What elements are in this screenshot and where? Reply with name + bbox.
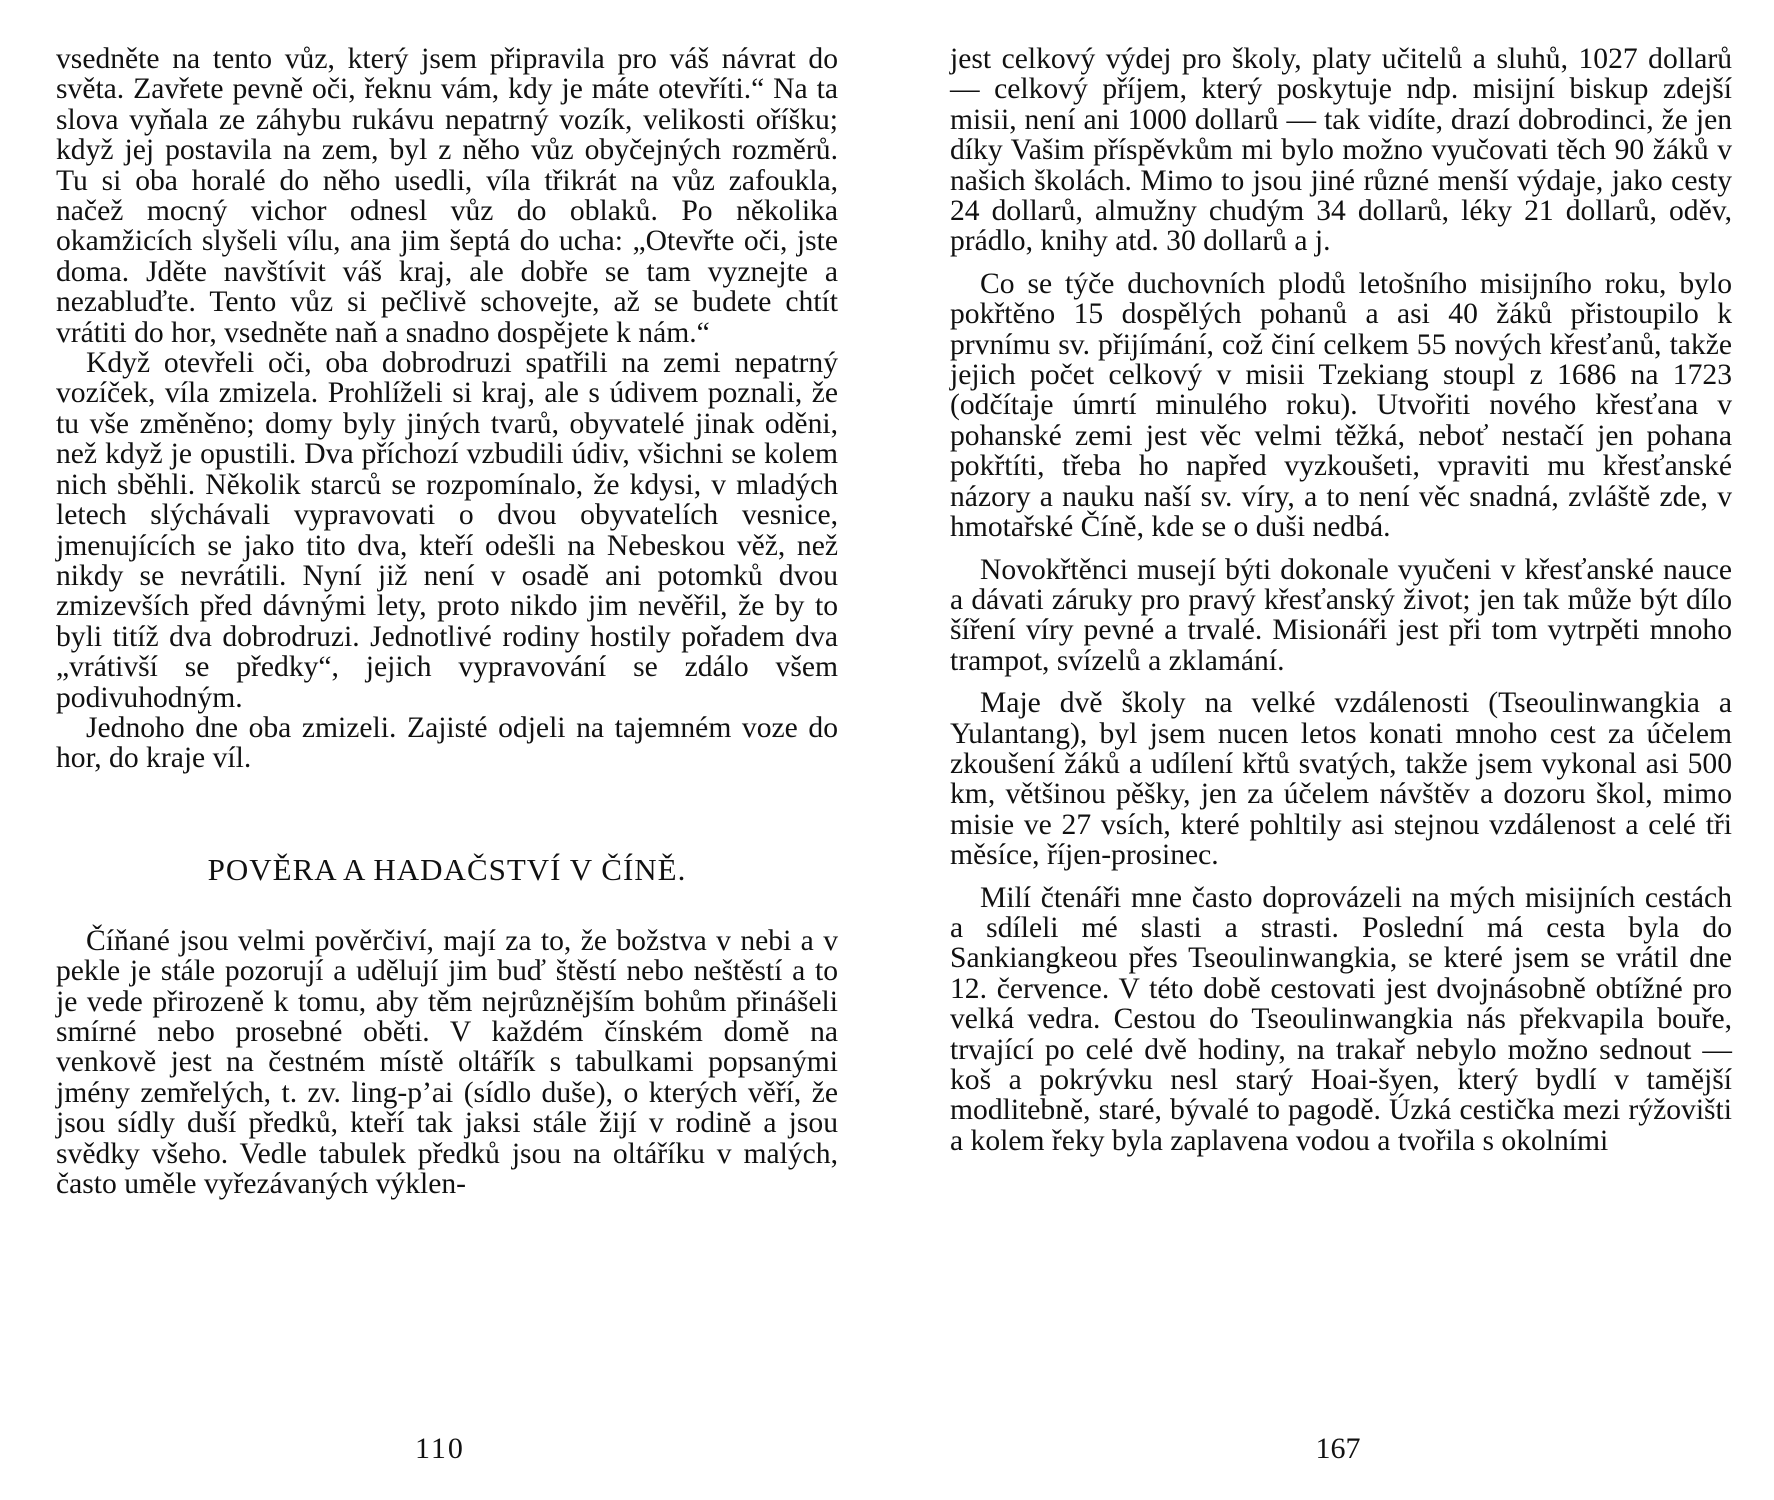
paragraph: vsedněte na tento vůz, který jsem připravila pro váš návrat do světa. Zavřete pevně oči, řeknu vám, kdy je máte otevříti.“ Na ta slova vyňala ze záhybu rukávu nepatrný vozík, velikosti oříšku; když jej postavila na zem, byl z něho vůz obyčejných rozměrů. Tu si oba horalé do něho usedli, víla třikrát na vůz zafoukla, načež mocný vichor odnesl vůz do oblaků. Po několika okamžicích slyšeli vílu, ana jim šeptá do ucha: „Otevřte oči, jste doma. Jděte navštívit váš kraj, ale dobře se tam vyznejte a nezabluďte. Tento vůz si pečlivě schovejte, až se budete chtít vrátiti do hor, vsedněte naň a snadno dospějete k nám.“ <box>56 43 838 349</box>
paragraph: Když otevřeli oči, oba dobrodruzi spatřili na zemi nepatrný vozíček, víla zmizela. Prohlíželi si kraj, ale s údivem poznali, že tu vše změněno; domy byly jiných tvarů, obyvatelé jinak oděni, než když je opustili. Dva příchozí vzbudili údiv, všichni se kolem nich sběhli. Několik starců se rozpomínalo, že kdysi, v mladých letech slýchávali vypravovati o dvou obyvatelích vesnice, jmenujících se jako tito dva, kteří odešli na Nebeskou věž, než nikdy se nevrátili. Nyní již není v osadě ani potomků dvou zmizevších před dávnými lety, proto nikdo jim nevěřil, že by to byli titíž dva dobrodruzi. Jednotlivé rodiny hostily pořadem dva „vrátivší se předky“, jejich vypravování se zdálo všem podivuhodným. <box>56 347 838 714</box>
page-number-left: 110 <box>415 1432 465 1465</box>
paragraph: Milí čtenáři mne často doprovázeli na mých misijních cestách a sdíleli mé slasti a strasti. Poslední má cesta byla do Sankiangkeou přes Tseoulinwangkia, se které jsem se vrátil dne 12. července. V této době cestovati jest dvojnásobně obtížné pro velká vedra. Cestou do Tseoulinwangkia nás překvapila bouře, trvající po celé dvě hodiny, na trakař nebylo možno sednout — koš a pokrývku nesl starý Hoai-šyen, který bydlí v tamější modlitebně, staré, bývalé to pagodě. Úzká cestička mezi rýžovišti a kolem řeky byla zaplavena vodou a tvořila s okolními <box>950 881 1732 1157</box>
right-page <box>950 44 1732 1156</box>
chapter-heading: POVĚRA A HADAČSTVÍ V ČÍNĚ. <box>207 851 687 887</box>
paragraph: Co se týče duchovních plodů letošního misijního roku, bylo pokřtěno 15 dospělých pohanů a asi 40 žáků přistoupilo k prvnímu sv. přijímání, což činí celkem 55 nových křesťanů, takže jejich počet celkový v misii Tzekiang stoupl z 1686 na 1723 (odčítaje úmrtí minulého roku). Utvořiti nového křesťana v pohanské zemi jest věc velmi těžká, neboť nestačí jen pohana pokřtíti, třeba ho napřed vyzkoušeti, vpraviti mu křesťanské názory a nauku naší sv. víry, a to není věc snadná, zvláště zde, v hmotařské Číně, kde se o duši nedbá. <box>950 267 1732 544</box>
paragraph: Jednoho dne oba zmizeli. Zajisté odjeli na tajemném voze do hor, do kraje víl. <box>56 711 838 775</box>
paragraph: Maje dvě školy na velké vzdálenosti (Tseoulinwangkia a Yulantang), byl jsem nucen letos konati mnoho cest za účelem zkoušení žáků a udílení křtů svatých, takže jsem vykonal asi 500 km, většinou pěšky, jen za účelem návštěv a dozoru škol, mimo misie ve 27 vsích, které pohltily asi stejnou vzdálenost a celé tři měsíce, říjen-prosinec. <box>950 687 1732 872</box>
paragraph: Novokřtěnci musejí býti dokonale vyučeni v křesťanské nauce a dávati záruky pro pravý křesťanský život; jen tak může být dílo šíření víry pevné a trvalé. Misionáři jest při tom vytrpěti mnoho trampot, svízelů a zklamání. <box>950 553 1732 677</box>
paragraph: jest celkový výdej pro školy, platy učitelů a sluhů, 1027 dollarů — celkový příjem, který poskytuje ndp. misijní biskup zdejší misii, není ani 1000 dollarů — tak vidíte, drazí dobrodinci, že jen díky Vašim příspěvkům mi bylo možno vyučovati těch 90 žáků v našich školách. Mimo to jsou jiné různé menší výdaje, jako cesty 24 dollarů, almužny chudým 34 dollarů, léky 21 dollarů, oděv, prádlo, knihy atd. 30 dollarů a j. <box>950 43 1732 258</box>
paragraph: Číňané jsou velmi pověrčiví, mají za to, že božstva v nebi a v pekle je stále pozorují a udělují jim buď štěstí nebo neštěstí a to je vede přirozeně k tomu, aby těm nejrůznějším bohům přinášeli smírné nebo prosebné oběti. V každém čínském domě na venkově jest na čestném místě oltářík s tabulkami popsanými jmény zemřelých, t. zv. ling-p’ai (sídlo duše), o kterých věří, že jsou sídly duší předků, kteří tak jaksi stále žijí v rodině a jsou svědky všeho. Vedle tabulek předků jsou na oltáříku v malých, často uměle vyřezávaných výklen- <box>56 924 838 1200</box>
left-page <box>56 44 838 1199</box>
page-number-right: 167 <box>1315 1432 1361 1465</box>
